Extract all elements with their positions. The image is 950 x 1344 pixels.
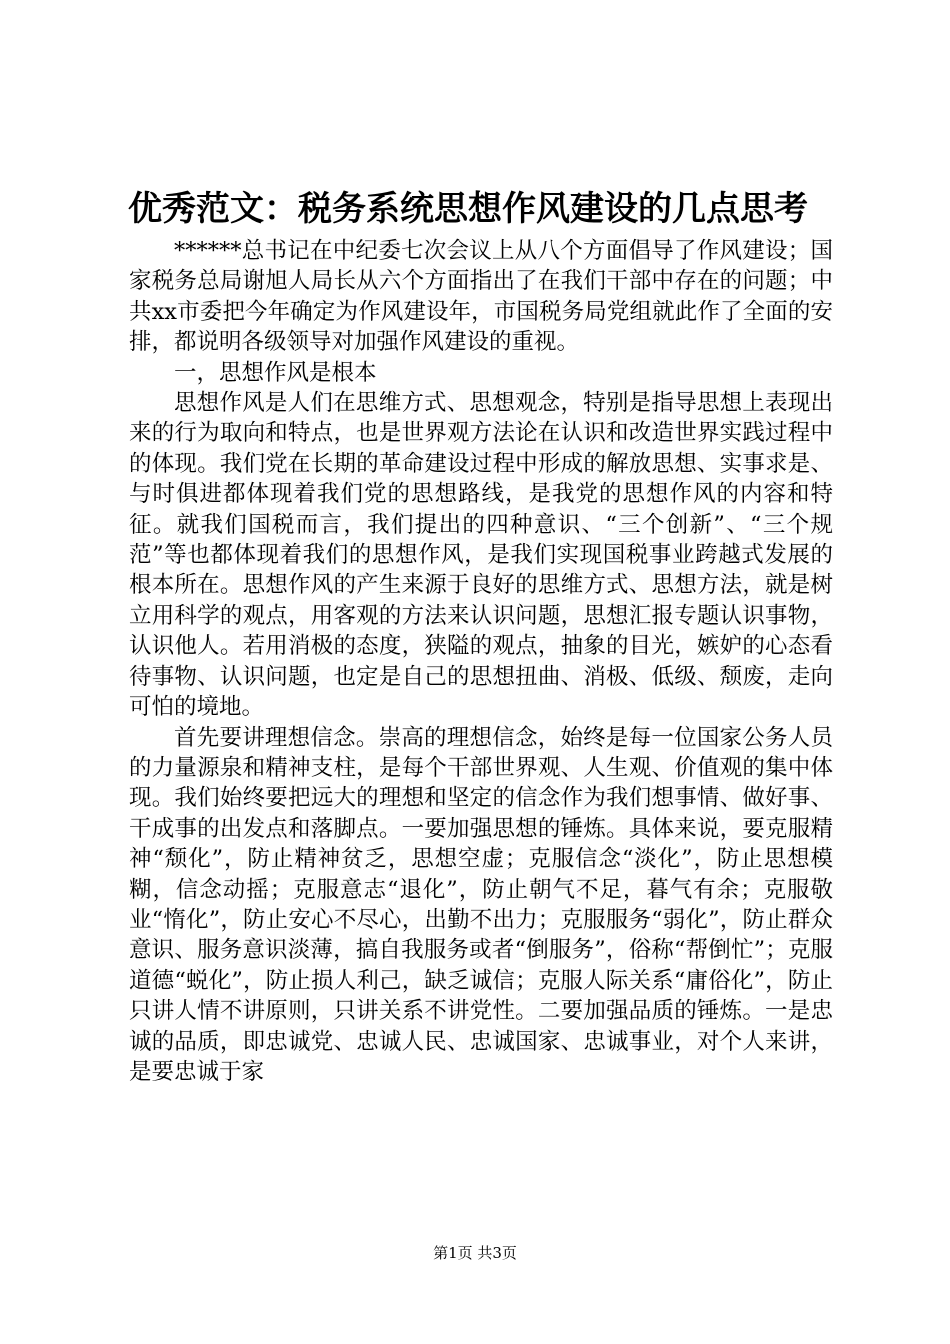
document-title: 优秀范文：税务系统思想作风建设的几点思考 (128, 189, 808, 229)
paragraph-thought-style: 思想作风是人们在思维方式、思想观念，特别是指导思想上表现出来的行为取向和特点，也是世界观方法论在认识和改造世界实践过程中的体现。我们党在长期的革命建设过程中形成的解放思想、实事求是、与时俱进都体现着我们党的思想路线，是我党的思想作风的内容和特征。就我们国税而言，我们提出的四种意识、“三个创新”、“三个规范”等也都体现着我们的思想作风，是我们实现国税事业跨越式发展的根本所在。思想作风的产生来源于良好的思维方式、思想方法，就是树立用科学的观点，用客观的方法来认识问题，思想汇报专题认识事物，认识他人。若用消极的态度，狭隘的观点，抽象的目光，嫉妒的心态看待事物、认识问题，也定是自己的思想扭曲、消极、低级、颓废，走向可怕的境地。 (129, 390, 833, 721)
paragraph-ideals: 首先要讲理想信念。崇高的理想信念，始终是每一位国家公务人员的力量源泉和精神支柱，是每个干部世界观、人生观、价值观的集中体现。我们始终要把远大的理想和坚定的信念作为我们想事情、做好事、干成事的出发点和落脚点。一要加强思想的锤炼。具体来说，要克服精神“颓化”，防止精神贫乏，思想空虚；克服信念“淡化”，防止思想模糊，信念动摇；克服意志“退化”，防止朝气不足，暮气有余；克服敬业“惰化”，防止安心不尽心，出勤不出力；克服服务“弱化”，防止群众意识、服务意识淡薄，搞自我服务或者“倒服务”，俗称“帮倒忙”；克服道德“蜕化”，防止损人利己，缺乏诚信；克服人际关系“庸俗化”，防止只讲人情不讲原则，只讲关系不讲党性。二要加强品质的锤炼。一是忠诚的品质，即忠诚党、忠诚人民、忠诚国家、忠诚事业，对个人来讲，是要忠诚于家 (129, 724, 833, 1085)
section-heading: 一，思想作风是根本 (174, 359, 377, 386)
document-body (129, 236, 833, 1087)
page-number-footer: 第1页 共3页 (433, 1244, 517, 1262)
paragraph-intro: ******总书记在中纪委七次会议上从八个方面倡导了作风建设；国家税务总局谢旭人局长从六个方面指出了在我们干部中存在的问题；中共xx市委把今年确定为作风建设年，市国税务局党组就此作了全面的安排，都说明各级领导对加强作风建设的重视。 (129, 238, 833, 356)
